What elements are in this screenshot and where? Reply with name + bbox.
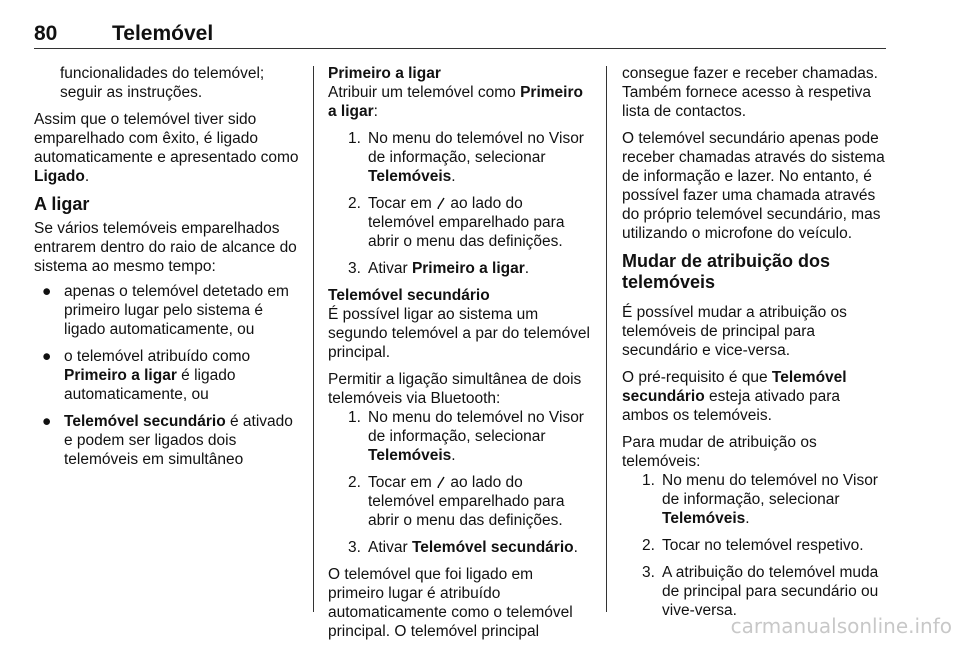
paragraph: Permitir a ligação simultânea de dois telemóveis via Bluetooth: xyxy=(328,371,582,407)
list-item-text: No menu do telemóvel no Visor de informação, selecionar xyxy=(368,130,584,166)
bold-term: Ligado xyxy=(34,168,85,185)
bullet-icon: ● xyxy=(42,348,52,365)
list-item-text: Ativar xyxy=(368,260,412,277)
pencil-icon xyxy=(436,197,446,209)
list-item xyxy=(328,129,592,186)
list-item xyxy=(328,259,592,278)
numbered-list xyxy=(622,471,888,620)
paragraph xyxy=(622,368,888,425)
paragraph: consegue fazer e receber chamadas. Também fornece acesso à respetiva lista de contactos. xyxy=(622,65,878,120)
list-item xyxy=(328,194,592,251)
list-item-text: No menu do telemóvel no Visor de informação, selecionar xyxy=(368,409,584,445)
column-3 xyxy=(622,64,888,628)
bold-term: Telemóveis xyxy=(368,447,452,464)
section-heading: A ligar xyxy=(34,194,90,214)
step-number: 3. xyxy=(348,260,361,277)
punctuation: . xyxy=(745,510,750,527)
list-item-text: o telemóvel atribuído como xyxy=(64,348,251,365)
step-number: 3. xyxy=(642,564,655,581)
bold-term: Telemóveis xyxy=(368,168,452,185)
list-item-text: Tocar no telemóvel respetivo. xyxy=(662,537,864,554)
bold-term: Telemóveis xyxy=(662,510,746,527)
paragraph: É possível mudar a atribuição os telemóveis de principal para secundário e vice-versa. xyxy=(622,304,847,359)
step-number: 2. xyxy=(348,474,361,491)
list-item xyxy=(328,473,592,530)
paragraph: Para mudar de atribuição os telemóveis: xyxy=(622,434,817,470)
intro-paragraph: Se vários telemóveis emparelhados entrarem dentro do raio de alcance do sistema ao mesmo tempo: xyxy=(34,220,297,275)
numbered-list xyxy=(328,408,592,557)
paragraph-text: esteja ativado para ambos os telemóveis. xyxy=(622,388,840,424)
paragraph: O telemóvel que foi ligado em primeiro lugar é atribuído automaticamente como o telemóvel principal. O telemóvel principal xyxy=(328,566,573,640)
page-number: 80 xyxy=(34,22,58,45)
punctuation: . xyxy=(451,168,456,185)
list-item xyxy=(34,347,302,404)
list-item-text: Tocar em xyxy=(368,195,437,212)
paragraph-text: Atribuir um telemóvel como xyxy=(328,84,521,101)
bold-term: Primeiro a ligar xyxy=(411,260,525,277)
numbered-list xyxy=(328,129,592,278)
column-divider-left xyxy=(313,66,314,612)
column-1 xyxy=(34,64,302,477)
step-number: 1. xyxy=(642,472,655,489)
punctuation: . xyxy=(84,168,90,185)
subsection-heading: Telemóvel secundário xyxy=(328,287,490,304)
step-number: 1. xyxy=(348,409,361,426)
list-item xyxy=(622,471,888,528)
column-2 xyxy=(328,64,592,649)
step-number: 3. xyxy=(348,539,361,556)
list-item-text: No menu do telemóvel no Visor de informação, selecionar xyxy=(662,472,878,508)
step-number: 2. xyxy=(642,537,655,554)
bold-term: Primeiro a ligar xyxy=(328,84,583,120)
bullet-icon: ● xyxy=(42,413,52,430)
paragraph xyxy=(34,110,302,186)
bold-term: Telemóvel secundário xyxy=(64,413,226,430)
bold-term: Telemóvel secundário xyxy=(622,369,847,405)
page-title: Telemóvel xyxy=(112,22,214,45)
paragraph: O telemóvel secundário apenas pode receber chamadas através do sistema de informação e lazer. No entanto, é possível fazer uma chamada através do próprio telemóvel secundário, mas utilizando o microfone do veículo. xyxy=(622,130,885,242)
list-item xyxy=(622,563,888,620)
continued-text: funcionalidades do telemóvel; seguir as instruções. xyxy=(60,65,265,101)
watermark: carmanualsonline.info xyxy=(730,614,952,638)
list-item xyxy=(34,282,302,339)
list-item-text: é ligado automaticamente, ou xyxy=(64,367,236,403)
punctuation: . xyxy=(573,539,578,556)
list-item xyxy=(328,538,592,557)
list-item xyxy=(34,412,302,469)
paragraph-text: O pré-requisito é que xyxy=(622,369,772,386)
list-item-text: ao lado do telemóvel emparelhado para abrir o menu das definições. xyxy=(368,195,565,250)
list-item-text: é ativado e podem ser ligados dois telemóveis em simultâneo xyxy=(64,413,293,468)
punctuation: : xyxy=(373,103,378,120)
list-item xyxy=(328,408,592,465)
subsection-heading: Primeiro a ligar xyxy=(328,65,441,82)
bullet-icon: ● xyxy=(42,283,52,300)
list-item-text: A atribuição do telemóvel muda de principal para secundário ou vive-versa. xyxy=(662,564,879,619)
list-item-text: ao lado do telemóvel emparelhado para abrir o menu das definições. xyxy=(368,474,565,529)
step-number: 1. xyxy=(348,130,361,147)
list-item-text: apenas o telemóvel detetado em primeiro lugar pelo sistema é ligado automaticamente, ou xyxy=(64,283,289,338)
section-heading: Mudar de atribuição dos telemóveis xyxy=(622,251,831,292)
list-item xyxy=(622,536,888,555)
header-rule xyxy=(34,48,886,49)
pencil-icon xyxy=(436,476,446,488)
column-divider-right xyxy=(606,66,607,612)
paragraph xyxy=(328,83,592,121)
bullet-list xyxy=(34,282,302,469)
paragraph-text: Assim que o telemóvel tiver sido emparelhado com êxito, é ligado automaticamente e apresentado como xyxy=(34,111,299,166)
paragraph: É possível ligar ao sistema um segundo telemóvel a par do telemóvel principal. xyxy=(328,306,590,361)
bold-term: Primeiro a ligar xyxy=(64,367,177,384)
step-number: 2. xyxy=(348,195,361,212)
punctuation: . xyxy=(524,260,530,277)
punctuation: . xyxy=(451,447,456,464)
bold-term: Telemóvel secundário xyxy=(411,539,574,556)
list-item-text: Ativar xyxy=(368,539,412,556)
list-item-text: Tocar em xyxy=(368,474,437,491)
